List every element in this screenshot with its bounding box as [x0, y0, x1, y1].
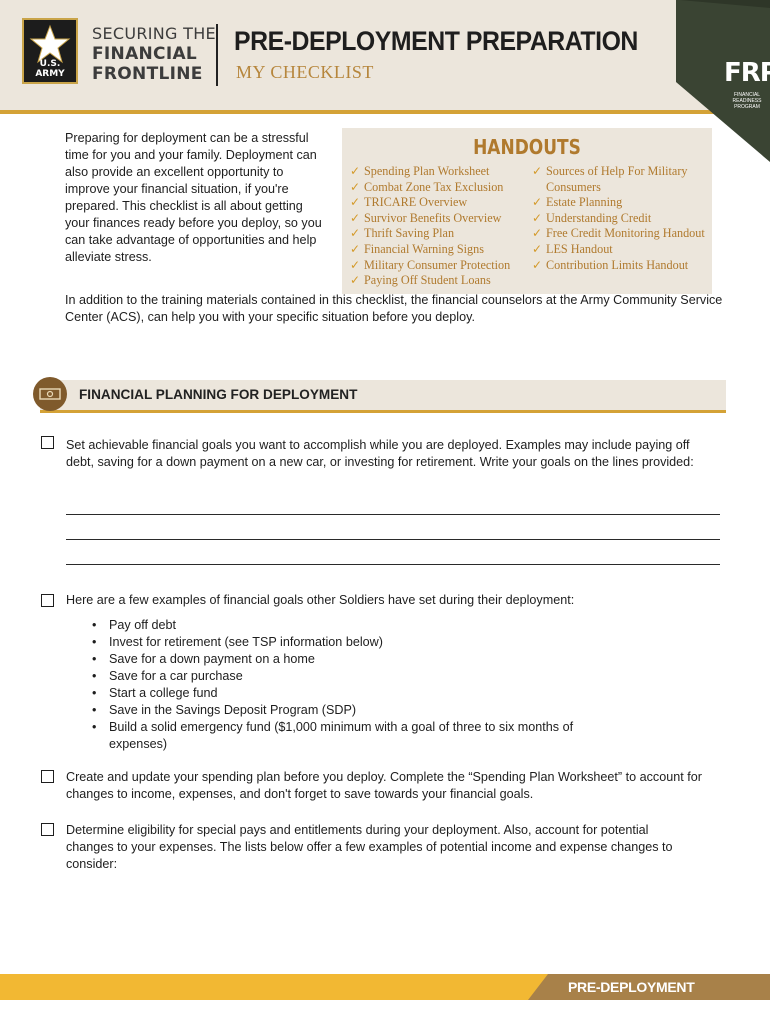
checklist-item-examples: Here are a few examples of financial goals other Soldiers have set during their deployment:	[66, 593, 575, 607]
handout-label: LES Handout	[546, 241, 613, 256]
frp-logo: FRP	[724, 58, 778, 88]
handout-item	[350, 211, 540, 227]
handout-label: Understanding Credit	[546, 210, 652, 225]
intro-paragraph: Preparing for deployment can be a stressful time for you and your family. Deployment can also provide an excellent opportunity to improve your financial situation, if you're prepared. This checklist is all about getting your finances ready before you deploy, so you can take advantage of opportunities and help alleviate stress.	[65, 131, 322, 264]
handout-label: Financial Warning Signs	[364, 241, 484, 256]
money-icon	[33, 377, 67, 411]
list-item: • Pay off debt	[92, 617, 652, 634]
checklist-item-special-pays: Determine eligibility for special pays and entitlements during your deployment. Also, account for potential changes to your expenses. The lists below offer a few examples of potential income and expense changes to consider:	[66, 823, 673, 871]
checkmark-icon: ✓	[532, 210, 543, 225]
footer-label: PRE-DEPLOYMENT	[568, 979, 695, 995]
section-title: FINANCIAL PLANNING FOR DEPLOYMENT	[79, 387, 358, 402]
handout-item	[350, 195, 540, 211]
checkmark-icon: ✓	[350, 195, 361, 210]
header-divider	[0, 110, 770, 114]
goal-examples-list	[92, 617, 652, 753]
list-item: • Save in the Savings Deposit Program (SDP)	[92, 702, 652, 719]
writing-line[interactable]	[66, 514, 720, 515]
checkmark-icon: ✓	[532, 164, 543, 178]
handout-item	[350, 258, 540, 274]
checkmark-icon: ✓	[350, 210, 361, 225]
writing-line[interactable]	[66, 564, 720, 565]
handout-item	[532, 258, 710, 274]
handout-item	[350, 273, 540, 289]
army-star-icon	[30, 24, 70, 64]
handout-label: Survivor Benefits Overview	[364, 210, 502, 225]
section-icon	[33, 377, 67, 411]
handout-label: Military Consumer Protection	[364, 257, 511, 272]
handout-item	[350, 164, 540, 180]
list-item: • Invest for retirement (see TSP information below)	[92, 634, 652, 651]
us-army-logo	[22, 18, 78, 84]
checklist-checkbox[interactable]	[41, 823, 54, 836]
list-item: • Save for a down payment on a home	[92, 651, 652, 668]
handouts-title: HANDOUTS	[473, 135, 581, 159]
handouts-box	[342, 128, 712, 294]
checkmark-icon: ✓	[350, 241, 361, 256]
checkmark-icon: ✓	[532, 226, 543, 241]
program-brand	[92, 24, 216, 84]
handout-label: Spending Plan Worksheet	[364, 164, 490, 178]
brand-line-1: SECURING THE	[92, 24, 216, 43]
army-badge-text: U.S. ARMY	[35, 59, 65, 79]
handout-item	[532, 226, 710, 242]
writing-line[interactable]	[66, 539, 720, 540]
checkmark-icon: ✓	[532, 195, 543, 210]
checklist-checkbox[interactable]	[41, 436, 54, 449]
checkmark-icon: ✓	[350, 257, 361, 272]
checkmark-icon: ✓	[532, 257, 543, 272]
handout-item	[350, 180, 540, 196]
page-title: PRE-DEPLOYMENT PREPARATION	[234, 26, 638, 56]
intro-paragraph-2: In addition to the training materials contained in this checklist, the financial counselors at the Army Community Service Center (ACS), can help you with your specific situation before you deploy.	[65, 293, 723, 324]
checkmark-icon: ✓	[350, 273, 361, 288]
checkmark-icon: ✓	[532, 241, 543, 256]
frp-caption: FINANCIAL READINESS PROGRAM	[732, 92, 762, 110]
checklist-checkbox[interactable]	[41, 770, 54, 783]
checklist-checkbox[interactable]	[41, 594, 54, 607]
handout-item	[532, 242, 710, 258]
checkmark-icon: ✓	[350, 179, 361, 194]
checkmark-icon: ✓	[350, 226, 361, 241]
handout-item	[350, 242, 540, 258]
handout-item	[532, 164, 710, 195]
handout-item	[532, 195, 710, 211]
handout-label: Free Credit Monitoring Handout	[546, 226, 705, 241]
header-vertical-divider	[216, 24, 218, 86]
handout-label: TRICARE Overview	[364, 195, 468, 210]
page-subtitle: MY CHECKLIST	[236, 62, 374, 82]
handout-label: Paying Off Student Loans	[364, 273, 491, 288]
handout-label: Contribution Limits Handout	[546, 257, 689, 272]
handout-item	[532, 211, 710, 227]
handout-label: Estate Planning	[546, 195, 623, 210]
handout-item	[350, 226, 540, 242]
checkmark-icon: ✓	[350, 164, 361, 178]
checklist-item-goals: Set achievable financial goals you want to accomplish while you are deployed. Examples may include paying off debt, saving for a down payment on a new car, or investing for retirement. Write your goals on the lines provided:	[66, 438, 694, 469]
handout-label: Sources of Help For Military Consumers	[546, 164, 688, 194]
handout-label: Combat Zone Tax Exclusion	[364, 179, 504, 194]
list-item: • Build a solid emergency fund ($1,000 minimum with a goal of three to six months of expenses)	[92, 719, 619, 753]
handouts-column-2	[532, 164, 710, 273]
list-item: • Start a college fund	[92, 685, 652, 702]
handouts-column-1	[350, 164, 540, 289]
brand-line-3: FRONTLINE	[92, 64, 203, 84]
handout-label: Thrift Saving Plan	[364, 226, 455, 241]
list-item: • Save for a car purchase	[92, 668, 652, 685]
checklist-item-spending-plan: Create and update your spending plan before you deploy. Complete the “Spending Plan Worksheet” to account for changes to income, expenses, and don't forget to save towards your financial goals.	[66, 770, 702, 801]
brand-line-2: FINANCIAL	[92, 44, 198, 64]
